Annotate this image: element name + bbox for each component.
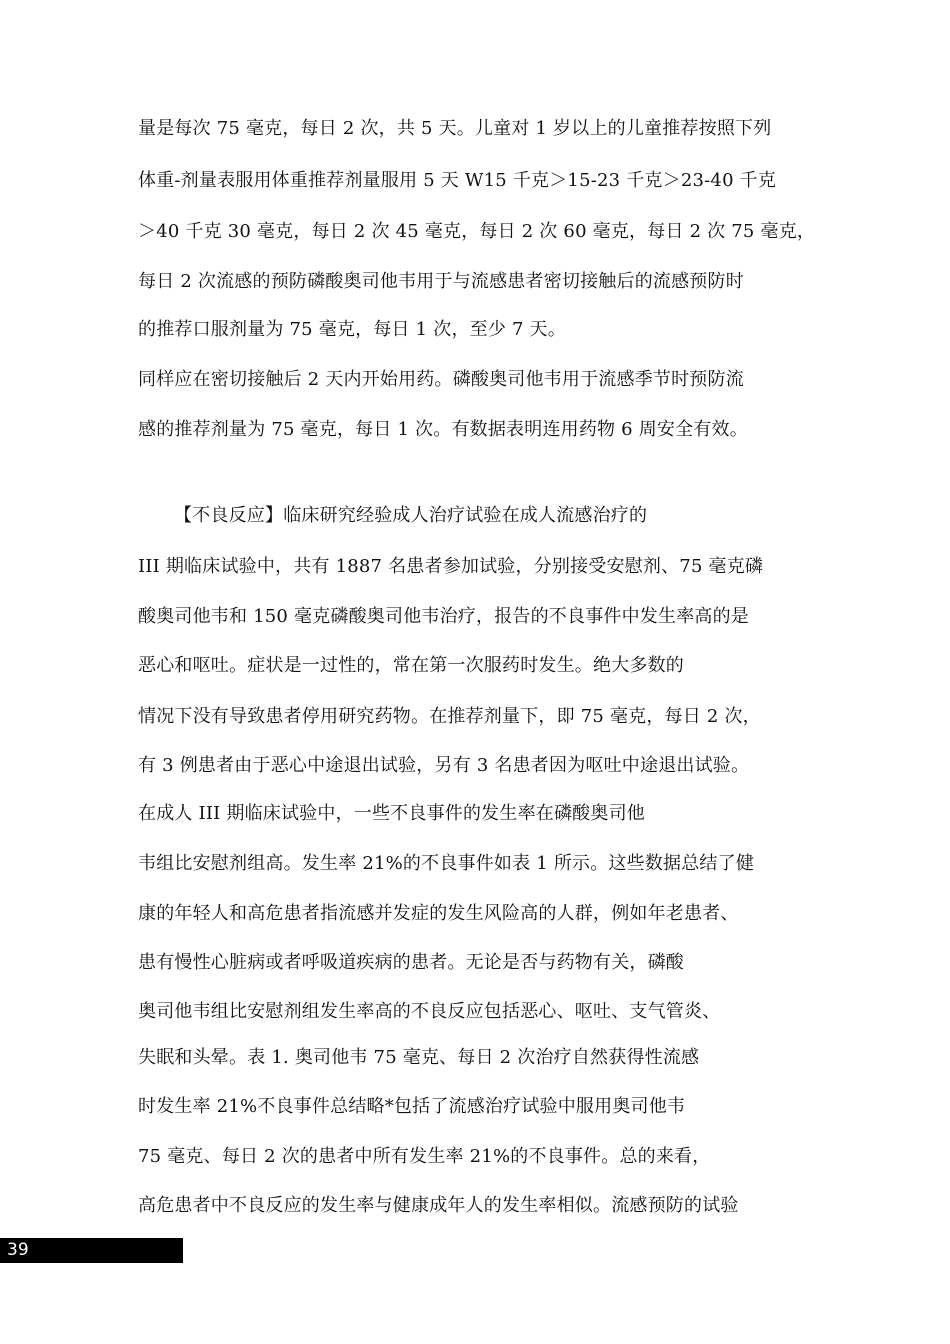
text-line: 75 毫克、每日 2 次的患者中所有发生率 21%的不良事件。总的来看， — [138, 1146, 711, 1167]
text-line: 每日 2 次流感的预防磷酸奥司他韦用于与流感患者密切接触后的流感预防时 — [138, 271, 744, 292]
text-line: ＞40 千克 30 毫克，每日 2 次 45 毫克，每日 2 次 60 毫克，每日 2 次 75 毫克， — [138, 221, 816, 242]
text-line: 酸奥司他韦和 150 毫克磷酸奥司他韦治疗，报告的不良事件中发生率高的是 — [138, 606, 749, 627]
page-number-bar — [0, 1238, 183, 1263]
text-line: 量是每次 75 毫克，每日 2 次，共 5 天。儿童对 1 岁以上的儿童推荐按照下列 — [138, 118, 772, 139]
text-line: 在成人 III 期临床试验中，一些不良事件的发生率在磷酸奥司他 — [138, 803, 645, 824]
text-line: 恶心和呕吐。症状是一过性的，常在第一次服药时发生。绝大多数的 — [138, 655, 684, 676]
text-line: 高危患者中不良反应的发生率与健康成年人的发生率相似。流感预防的试验 — [138, 1195, 739, 1216]
text-line: 同样应在密切接触后 2 天内开始用药。磷酸奥司他韦用于流感季节时预防流 — [138, 369, 744, 390]
text-line: 感的推荐剂量为 75 毫克，每日 1 次。有数据表明连用药物 6 周安全有效。 — [138, 419, 748, 440]
text-line: III 期临床试验中，共有 1887 名患者参加试验，分别接受安慰剂、75 毫克磷 — [138, 556, 764, 577]
text-line: 的推荐口服剂量为 75 毫克，每日 1 次，至少 7 天。 — [138, 319, 566, 340]
text-line: 体重-剂量表服用体重推荐剂量服用 5 天 W15 千克＞15-23 千克＞23-40 千克 — [138, 170, 777, 191]
section-heading-line: 【不良反应】临床研究经验成人治疗试验在成人流感治疗的 — [174, 505, 648, 526]
text-line: 韦组比安慰剂组高。发生率 21%的不良事件如表 1 所示。这些数据总结了健 — [138, 853, 755, 874]
text-line: 有 3 例患者由于恶心中途退出试验，另有 3 名患者因为呕吐中途退出试验。 — [138, 755, 750, 776]
text-line: 时发生率 21%不良事件总结略*包括了流感治疗试验中服用奥司他韦 — [138, 1096, 686, 1117]
page-number: 39 — [7, 1240, 29, 1260]
text-line: 康的年轻人和高危患者指流感并发症的发生风险高的人群，例如年老患者、 — [138, 903, 739, 924]
text-line: 患有慢性心脏病或者呼吸道疾病的患者。无论是否与药物有关，磷酸 — [138, 952, 684, 973]
text-line: 情况下没有导致患者停用研究药物。在推荐剂量下，即 75 毫克，每日 2 次， — [138, 706, 761, 727]
text-line: 失眠和头晕。表 1. 奥司他韦 75 毫克、每日 2 次治疗自然获得性流感 — [138, 1047, 700, 1068]
text-line: 奥司他韦组比安慰剂组发生率高的不良反应包括恶心、呕吐、支气管炎、 — [138, 1001, 721, 1022]
